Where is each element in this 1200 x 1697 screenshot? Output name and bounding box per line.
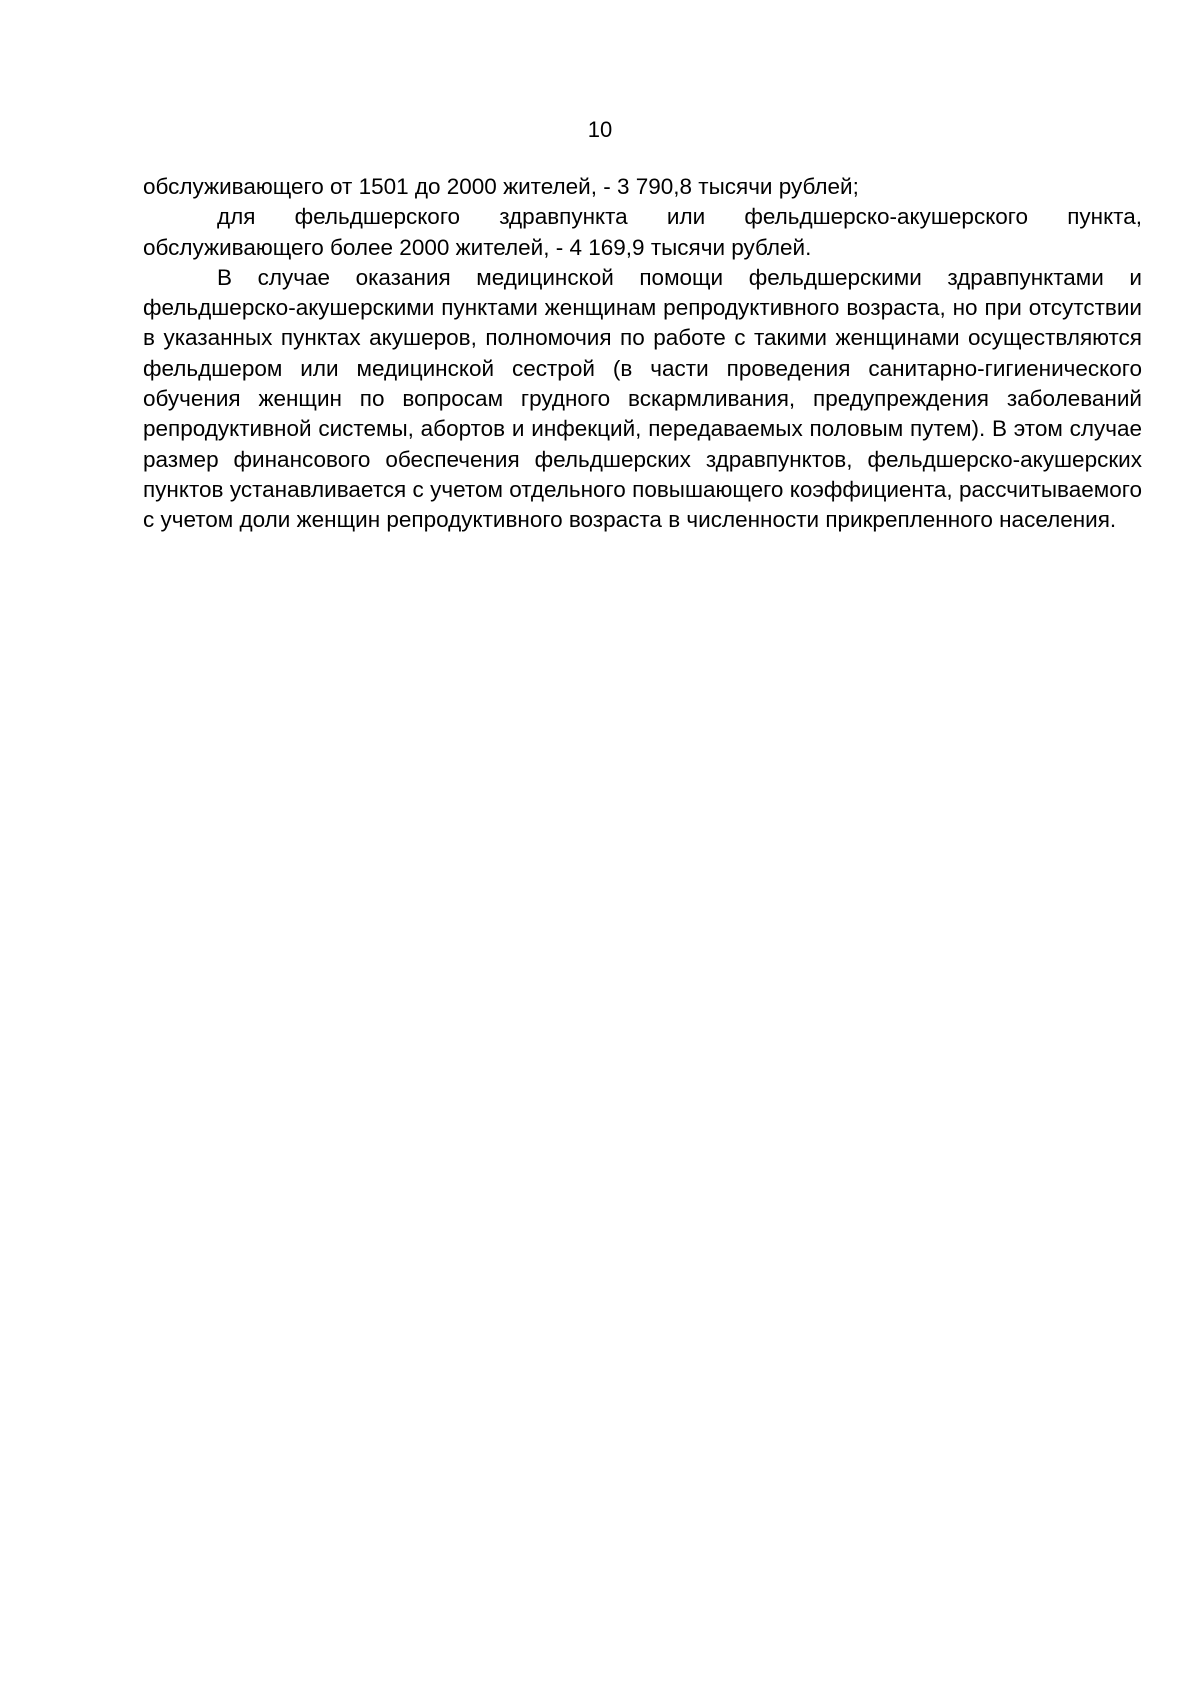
page-number: 10 — [587, 117, 613, 142]
document-body — [143, 172, 1142, 536]
paragraph-rate-over-2000: для фельдшерского здравпункта или фельдшерско-акушерского пункта, обслуживающего более 2000 жителей, - 4 169,9 тысячи рублей. — [143, 204, 1142, 260]
paragraph-continuation: обслуживающего от 1501 до 2000 жителей, - 3 790,8 тысячи рублей; — [143, 174, 859, 199]
paragraph-reproductive-age: В случае оказания медицинской помощи фельдшерскими здравпунктами и фельдшерско-акушерскими пунктами женщинам репродуктивного возраста, но при отсутствии в указанных пунктах акушеров, полномочия по работе с такими женщинами осуществляются фельдшером или медицинской сестрой (в части проведения санитарно-гигиенического обучения женщин по вопросам грудного вскармливания, предупреждения заболеваний репродуктивной системы, абортов и инфекций, передаваемых половым путем). В этом случае размер финансового обеспечения фельдшерских здравпунктов, фельдшерско-акушерских пунктов устанавливается с учетом отдельного повышающего коэффициента, рассчитываемого с учетом доли женщин репродуктивного возраста в численности прикрепленного населения. — [143, 264, 1142, 533]
